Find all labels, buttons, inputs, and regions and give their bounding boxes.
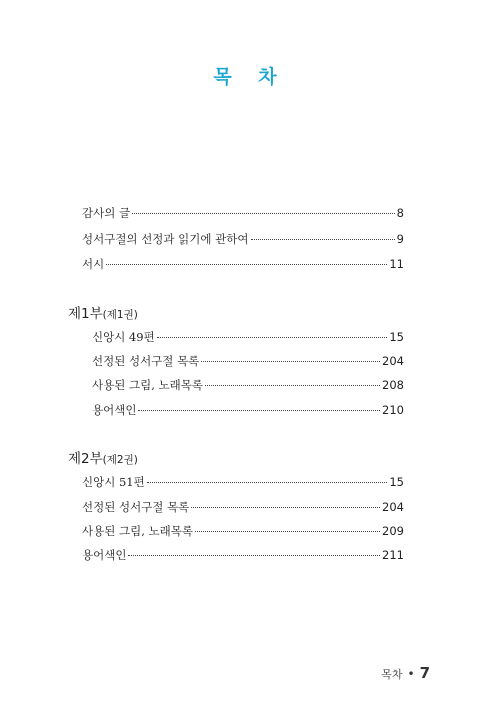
toc-entry-part2-scripture-list[interactable] — [82, 499, 404, 515]
toc-entry-page: 208 — [382, 378, 404, 392]
footer-bullet: • — [407, 667, 415, 681]
footer-section-label: 목차 — [381, 668, 403, 681]
toc-entry-part2-poems[interactable] — [82, 474, 404, 490]
toc-entry-label: 사용된 그림, 노래목록 — [92, 378, 203, 392]
toc-entry-label: 선정된 성서구절 목록 — [82, 500, 190, 514]
toc-entry-label: 감사의 글 — [82, 206, 131, 220]
page-number: 7 — [419, 664, 430, 682]
toc-entry-page: 15 — [389, 475, 404, 489]
toc-entry-label: 성서구절의 선정과 읽기에 관하여 — [82, 232, 249, 246]
dot-leader — [195, 531, 380, 532]
toc-entry-label: 용어색인 — [92, 403, 137, 417]
toc-entry-page: 9 — [396, 232, 404, 246]
toc-entry-page: 210 — [382, 403, 404, 417]
dot-leader — [251, 239, 395, 240]
page-title: 목 차 — [213, 66, 287, 88]
toc-entry-part1-images-songs[interactable] — [92, 377, 404, 393]
dot-leader — [191, 507, 380, 508]
toc-entry-label: 신앙시 49편 — [92, 330, 155, 344]
toc-entry-page: 15 — [389, 330, 404, 344]
part-volume: (제1권) — [102, 309, 138, 321]
toc-entry-label: 서시 — [82, 257, 105, 271]
part-title: 제2부 — [68, 451, 103, 467]
toc-entry-part1-poems[interactable] — [92, 329, 404, 345]
toc-entry-acknowledgements[interactable] — [82, 205, 404, 221]
toc-entry-page: 204 — [382, 354, 404, 368]
toc-entry-prologue[interactable] — [82, 256, 404, 272]
dot-leader — [106, 264, 387, 265]
toc-entry-label: 사용된 그림, 노래목록 — [82, 524, 193, 538]
toc-entry-part1-index[interactable] — [92, 402, 404, 418]
dot-leader — [205, 385, 380, 386]
dot-leader — [132, 213, 395, 214]
toc-entry-scripture-selection[interactable] — [82, 231, 404, 247]
toc-entry-page: 8 — [396, 206, 404, 220]
toc-entry-page: 211 — [382, 548, 404, 562]
toc-entry-label: 용어색인 — [82, 548, 127, 562]
dot-leader — [147, 482, 388, 483]
part-volume: (제2권) — [102, 454, 138, 466]
part2-heading — [68, 447, 138, 467]
page-footer — [381, 664, 430, 682]
dot-leader — [138, 410, 380, 411]
part-title: 제1부 — [68, 306, 103, 322]
toc-entry-part2-index[interactable] — [82, 547, 404, 563]
toc-entry-page: 209 — [382, 524, 404, 538]
dot-leader — [201, 361, 380, 362]
part1-heading — [68, 302, 138, 322]
dot-leader — [157, 337, 388, 338]
dot-leader — [128, 555, 380, 556]
toc-entry-label: 신앙시 51편 — [82, 475, 145, 489]
toc-entry-part2-images-songs[interactable] — [82, 523, 404, 539]
toc-entry-page: 11 — [389, 257, 404, 271]
toc-entry-page: 204 — [382, 500, 404, 514]
toc-entry-part1-scripture-list[interactable] — [92, 353, 404, 369]
toc-entry-label: 선정된 성서구절 목록 — [92, 354, 200, 368]
